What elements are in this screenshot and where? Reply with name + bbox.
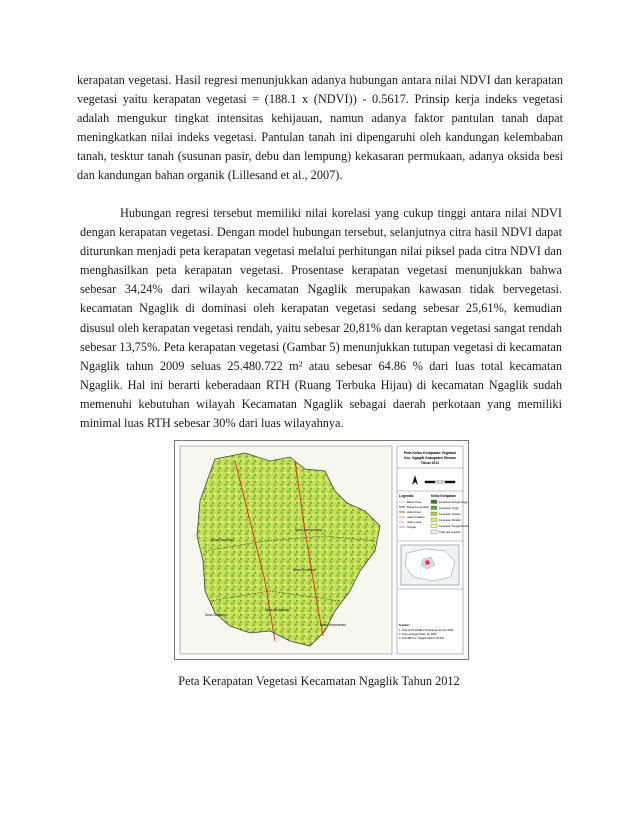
figure-caption: Peta Kerapatan Vegetasi Kecamatan Ngaglik Tahun 2012 bbox=[178, 674, 460, 688]
class-label: Kerapatan Sangat Rendah bbox=[439, 525, 468, 528]
paragraph-2: Hubungan regresi tersebut memiliki nilai korelasi yang cukup tinggi antara nilai NDVI dengan kerapatan vegetasi. Dengan model hubungan tersebut, selanjutnya citra hasil NDVI dapat diturunkan menjadi peta kerapatan vegetasi melalui perhitungan nilai piksel pada citra NDVI dan menghasilkan peta kerapatan vegetasi. Prosentase kerapatan vegetasi menunjukkan bahwa sebesar 34,24% dari wilayah kecamatan Ngaglik merupakan kawasan tidak bervegetasi. kecamatan Ngaglik di dominasi oleh kerapatan vegetasi sedang sebesar 25,61%, kemudian disusul oleh kerapatan vegetasi rendah, yaitu sebesar 20,81% dan keraptan vegetasi sangat rendah sebesar 13,75%. Peta kerapatan vegetasi (Gambar 5) menunjukkan tutupan vegetasi di kecamatan Ngaglik tahun 2009 seluas 25.480.722 m² atau sebesar 64.86 % dari luas total kecamatan Ngaglik. Hal ini berarti keberadaan RTH (Ruang Terbuka Hijau) di kecamatan Ngaglik sudah memenuhi kebutuhan wilayah Kecamatan Ngaglik sebagai daerah perkotaan yang memiliki minimal luas RTH sebesar 30% dari luas wilayahnya. bbox=[80, 206, 562, 431]
source-heading: Sumber: bbox=[399, 623, 411, 627]
legend-item: Jalan Lokal bbox=[407, 520, 422, 524]
paragraph-1: kerapatan vegetasi. Hasil regresi menunjukkan adanya hubungan antara nilai NDVI dan kerapatan vegetasi yaitu kerapatan vegetasi = (188.1 x (NDVI)) - 0.5617. Prinsip kerja indeks vegetasi adalah mengukur tingkat intensitas kehijauan, namun adanya faktor pantulan tanah dapat meningkatkan nilai indeks vegetasi. Pantulan tanah ini dipengaruhi oleh kandungan kelembaban tanah, tesktur tanah (susunan pasir, debu dan lempung) kekasaran permukaan, adanya oksida besi dan kandungan bahan organik (Lillesand et al., 2007). bbox=[77, 73, 563, 183]
source-item: 3. Peta RBI Kec. Ngaglik Skala 1:25.000 bbox=[399, 637, 444, 640]
class-swatch bbox=[431, 518, 437, 522]
class-label: Kerapatan Sangat Tinggi bbox=[439, 501, 468, 504]
map-title: Peta Kelas Kerapatan Vegetasi bbox=[403, 451, 457, 455]
class-swatch bbox=[431, 500, 437, 504]
class-swatch bbox=[431, 512, 437, 516]
class-label: Tidak ada vegetasi bbox=[439, 531, 461, 534]
vegetation-density-map bbox=[174, 440, 469, 660]
class-swatch bbox=[431, 530, 437, 534]
place-label: Desa Minomartani bbox=[320, 623, 346, 627]
map-subtitle: Kec. Ngaglik Kabupaten Sleman bbox=[404, 456, 456, 460]
class-label: Kerapatan Rendah bbox=[439, 519, 461, 522]
legend-item: Jalan Arteri bbox=[407, 510, 421, 514]
place-label: Desa Sariharjo bbox=[205, 613, 227, 617]
legend-item: Batas Kecamatan bbox=[407, 505, 430, 509]
place-label: Desa Donoharjo bbox=[211, 538, 235, 542]
class-label: Kerapatan Sedang bbox=[439, 513, 461, 516]
map-svg bbox=[175, 441, 468, 659]
legend-heading: Legenda: bbox=[399, 494, 415, 498]
legend-item: Sungai bbox=[407, 525, 416, 529]
class-swatch bbox=[431, 524, 437, 528]
place-label: Desa Sukoharjo bbox=[293, 568, 316, 572]
legend-item: Batas Desa bbox=[407, 500, 422, 504]
class-swatch bbox=[431, 506, 437, 510]
source-item: 1. Citra ALOS AVNIR-2 Perekaman 30 Juni 2009 bbox=[399, 629, 454, 632]
legend-item: Jalan Kolektor bbox=[407, 515, 425, 519]
class-heading: Kelas Kerapatan bbox=[431, 494, 456, 498]
class-label: Kerapatan Tinggi bbox=[439, 507, 459, 510]
source-item: 2. Peta Lapangan Bulan Juli 2009 bbox=[399, 633, 437, 636]
place-label: Desa Sardonoharjo bbox=[295, 528, 323, 532]
map-year: Tahun 2012 bbox=[420, 461, 440, 465]
place-label: Desa Sinduharjo bbox=[265, 608, 289, 612]
